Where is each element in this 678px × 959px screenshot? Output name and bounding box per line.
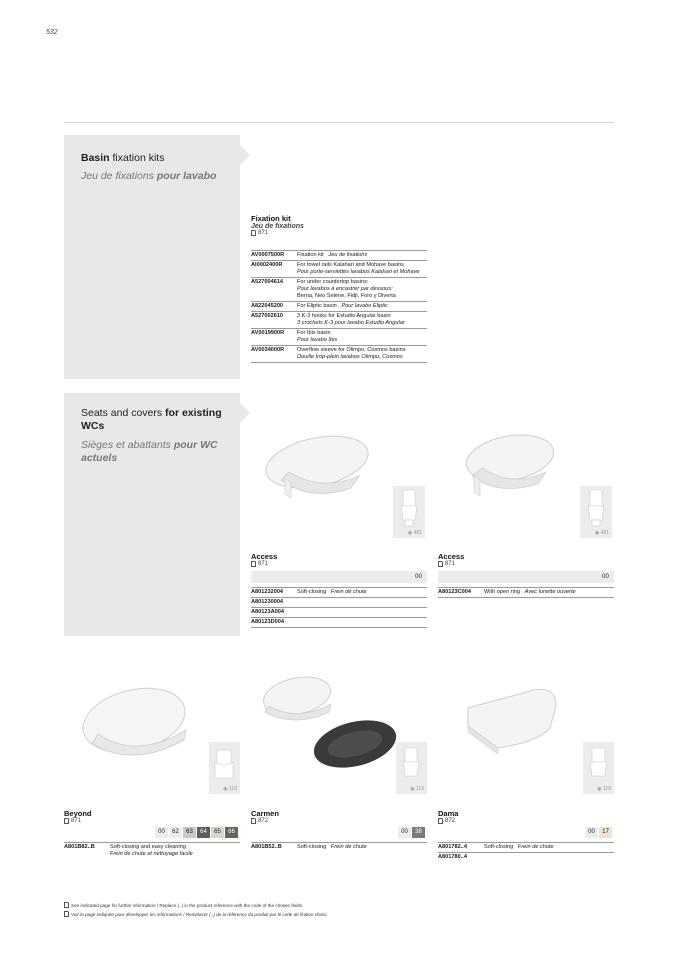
page-reference: 872: [438, 818, 614, 824]
page-ref-icon: [438, 818, 443, 824]
top-divider: [64, 122, 614, 123]
thumbnail-number: ◉ 481: [594, 530, 609, 536]
category-subtitle: Jeu de fixations pour lavabo: [81, 170, 217, 182]
product-access-open: [438, 552, 614, 598]
footnotes: [64, 902, 614, 917]
finish-swatches: [438, 826, 614, 838]
eye-icon: ◉: [410, 786, 417, 792]
wc-icon: [209, 742, 240, 786]
table-row: A80123A004: [251, 607, 427, 617]
table-row: AV0007500R Fixation kit Jeu de fixations: [251, 250, 427, 260]
wc-thumbnail: [583, 742, 614, 794]
page-reference: 871: [251, 561, 427, 567]
page-reference: 871: [251, 230, 427, 236]
table-row: AV0019900R For Ibis basin Pour lavabo Ibis: [251, 328, 427, 345]
product-image-access-open: [438, 410, 614, 540]
product-name: Access: [438, 552, 465, 561]
product-image-beyond: [64, 668, 240, 794]
finish-chip: 00: [412, 572, 425, 583]
table-row: A801B82..B Soft-closing and easy cleaning Frein de chute et nettoyage facile: [64, 842, 240, 859]
finish-swatches: [438, 571, 614, 583]
product-dama: [438, 809, 614, 862]
category-title: Basin fixation kits: [81, 152, 165, 164]
wc-icon: [396, 742, 427, 786]
eye-icon: ◉: [597, 786, 604, 792]
product-image-carmen: [251, 668, 427, 794]
finish-swatches: [251, 826, 427, 838]
finish-chip: 66: [225, 827, 238, 838]
finish-swatches: [251, 571, 427, 583]
product-alt-name: Jeu de fixations: [251, 223, 304, 230]
page-ref-icon: [251, 561, 256, 567]
table-row: A801230004: [251, 597, 427, 607]
category-box-basin: [64, 135, 240, 379]
table-row: A822045200 For Eliptic basin Pour lavabo Eliptic: [251, 301, 427, 311]
eye-icon: ◉: [594, 530, 601, 536]
wc-icon: [583, 742, 614, 786]
finish-chip: 64: [197, 827, 210, 838]
category-box-seats: [64, 393, 240, 636]
finish-chip: 38: [412, 827, 425, 838]
product-image-dama: [438, 668, 614, 794]
product-name: Beyond: [64, 809, 92, 818]
category-subtitle: Sièges et abattants pour WC actuels: [81, 439, 218, 464]
finish-chip: 00: [155, 827, 168, 838]
footnote-en: See indicated page for further information / Replace (..) in the product reference with the code of the chosen finish.: [64, 902, 614, 908]
footnote-fr: Voir la page indiquée pour développer les informations / Remplacer (..) de la référence du produit par le code de finition choisi.: [64, 911, 614, 917]
thumbnail-number: ◉ 481: [407, 530, 422, 536]
product-name: Dama: [438, 809, 459, 818]
wc-thumbnail: [209, 742, 240, 794]
wc-thumbnail: [393, 486, 425, 538]
finish-chip: 00: [398, 827, 411, 838]
fixation-kit-block: [251, 214, 427, 363]
finish-chip: 63: [183, 827, 196, 838]
product-name: Access: [251, 552, 278, 561]
table-row: A527004614 For under countertop basins: Pour lavabos à encastrer par dessous: Berna, Neo Selene, Fidji, Foro y Diverta: [251, 277, 427, 301]
wc-thumbnail: [580, 486, 612, 538]
page-reference: 872: [251, 818, 427, 824]
page-ref-icon: [251, 230, 256, 236]
table-row: A801B52..B Soft-closing Frein de chute: [251, 842, 427, 852]
finish-chip: 17: [599, 827, 612, 838]
page-ref-icon: [64, 902, 69, 908]
page-number: 532: [46, 29, 58, 36]
category-title: Seats and covers for existing WCs: [81, 407, 222, 432]
eye-icon: ◉: [407, 530, 414, 536]
product-beyond: [64, 809, 240, 859]
finish-chip: 00: [599, 572, 612, 583]
table-row: AI0002400R For towel rails Kalahari and Mohave basins Pour porte-serviettes lavabos Kalahari et Mohave: [251, 260, 427, 277]
page-reference: 871: [64, 818, 240, 824]
page-ref-icon: [251, 818, 256, 824]
table-row: A527002610 3 K-3 hooks for Estudio Angular basin 3 crochets K-3 pour lavabo Estudio Angular: [251, 311, 427, 328]
table-row: A801780..4: [438, 852, 614, 862]
table-row: A801232004 Soft-closing Frein de chute: [251, 587, 427, 597]
finish-swatches: [64, 826, 240, 838]
page-ref-icon: [64, 911, 69, 917]
thumbnail-number: ◉ 118: [223, 786, 237, 792]
product-carmen: [251, 809, 427, 852]
table-row: A801782..4 Soft-closing Frein de chute: [438, 842, 614, 852]
finish-chip: 62: [169, 827, 182, 838]
product-name: Fixation kit: [251, 214, 291, 223]
thumbnail-number: ◉ 119: [597, 786, 611, 792]
product-image-access: [251, 410, 427, 540]
product-name: Carmen: [251, 809, 279, 818]
table-row: A80123C004 With open ring Avec lunette ouverte: [438, 587, 614, 597]
table-row: A80123D004: [251, 617, 427, 627]
page-reference: 871: [438, 561, 614, 567]
page-ref-icon: [438, 561, 443, 567]
page-ref-icon: [64, 818, 69, 824]
product-access: [251, 552, 427, 628]
finish-chip: 00: [585, 827, 598, 838]
wc-icon: [580, 486, 612, 530]
finish-chip: 65: [211, 827, 224, 838]
table-row: AV0034000R Overflow sleeve for Olimpo, Cosmos basins Douille trop-plein lavabos Olimpo, Cosmos: [251, 345, 427, 362]
thumbnail-number: ◉ 118: [410, 786, 424, 792]
wc-thumbnail: [396, 742, 427, 794]
wc-icon: [393, 486, 425, 530]
eye-icon: ◉: [223, 786, 230, 792]
